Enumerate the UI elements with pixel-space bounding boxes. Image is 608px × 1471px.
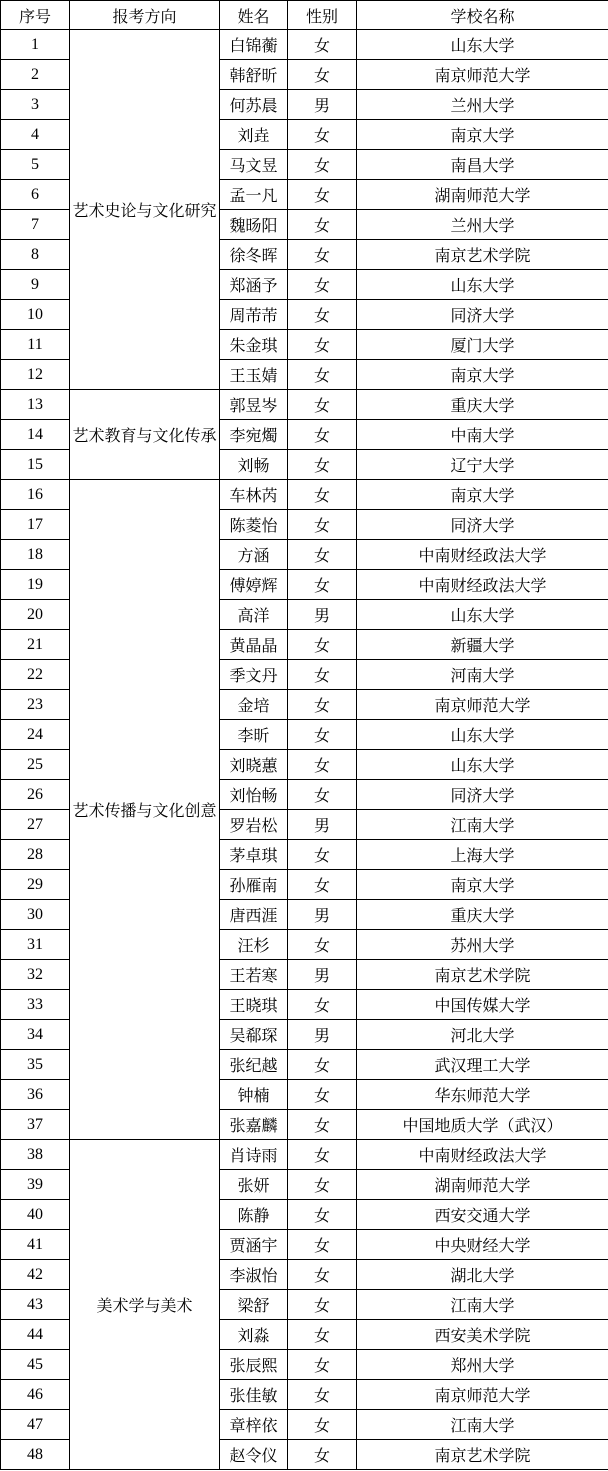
gender-cell: 女 [288, 1320, 357, 1350]
name-cell: 王晓琪 [220, 990, 288, 1020]
serial-cell: 13 [1, 390, 70, 420]
gender-cell: 男 [288, 960, 357, 990]
serial-cell: 22 [1, 660, 70, 690]
column-header-direction: 报考方向 [70, 1, 220, 30]
name-cell: 周芾芾 [220, 300, 288, 330]
school-cell: 武汉理工大学 [357, 1050, 608, 1080]
school-cell: 湖北大学 [357, 1260, 608, 1290]
school-cell: 兰州大学 [357, 210, 608, 240]
name-cell: 郑涵予 [220, 270, 288, 300]
direction-cell: 艺术史论与文化研究 [70, 30, 220, 390]
gender-cell: 女 [288, 840, 357, 870]
school-cell: 南京师范大学 [357, 1380, 608, 1410]
name-cell: 孟一凡 [220, 180, 288, 210]
name-cell: 王若寒 [220, 960, 288, 990]
gender-cell: 女 [288, 1440, 357, 1470]
name-cell: 郭昱岑 [220, 390, 288, 420]
gender-cell: 女 [288, 450, 357, 480]
school-cell: 山东大学 [357, 30, 608, 60]
serial-cell: 42 [1, 1260, 70, 1290]
serial-cell: 36 [1, 1080, 70, 1110]
school-cell: 南京师范大学 [357, 690, 608, 720]
name-cell: 高洋 [220, 600, 288, 630]
gender-cell: 女 [288, 1290, 357, 1320]
gender-cell: 女 [288, 660, 357, 690]
gender-cell: 女 [288, 1170, 357, 1200]
serial-cell: 35 [1, 1050, 70, 1080]
serial-cell: 8 [1, 240, 70, 270]
gender-cell: 女 [288, 1380, 357, 1410]
name-cell: 黄晶晶 [220, 630, 288, 660]
name-cell: 徐冬晖 [220, 240, 288, 270]
serial-cell: 46 [1, 1380, 70, 1410]
name-cell: 车林芮 [220, 480, 288, 510]
school-cell: 南昌大学 [357, 150, 608, 180]
name-cell: 张佳敏 [220, 1380, 288, 1410]
gender-cell: 女 [288, 1140, 357, 1170]
name-cell: 张纪越 [220, 1050, 288, 1080]
gender-cell: 女 [288, 630, 357, 660]
serial-cell: 1 [1, 30, 70, 60]
gender-cell: 女 [288, 930, 357, 960]
column-header-school: 学校名称 [357, 1, 608, 30]
school-cell: 中南大学 [357, 420, 608, 450]
name-cell: 金培 [220, 690, 288, 720]
school-cell: 中央财经大学 [357, 1230, 608, 1260]
gender-cell: 女 [288, 240, 357, 270]
name-cell: 贾涵宇 [220, 1230, 288, 1260]
gender-cell: 女 [288, 420, 357, 450]
school-cell: 中国传媒大学 [357, 990, 608, 1020]
school-cell: 山东大学 [357, 750, 608, 780]
column-header-name: 姓名 [220, 1, 288, 30]
serial-cell: 27 [1, 810, 70, 840]
serial-cell: 11 [1, 330, 70, 360]
name-cell: 王玉婧 [220, 360, 288, 390]
name-cell: 韩舒昕 [220, 60, 288, 90]
name-cell: 茅卓琪 [220, 840, 288, 870]
gender-cell: 女 [288, 480, 357, 510]
school-cell: 同济大学 [357, 300, 608, 330]
serial-cell: 45 [1, 1350, 70, 1380]
serial-cell: 34 [1, 1020, 70, 1050]
serial-cell: 12 [1, 360, 70, 390]
serial-cell: 28 [1, 840, 70, 870]
serial-cell: 43 [1, 1290, 70, 1320]
gender-cell: 女 [288, 1080, 357, 1110]
name-cell: 唐西涯 [220, 900, 288, 930]
serial-cell: 39 [1, 1170, 70, 1200]
name-cell: 季文丹 [220, 660, 288, 690]
school-cell: 南京大学 [357, 120, 608, 150]
serial-cell: 23 [1, 690, 70, 720]
column-header-gender: 性别 [288, 1, 357, 30]
school-cell: 同济大学 [357, 510, 608, 540]
serial-cell: 6 [1, 180, 70, 210]
school-cell: 江南大学 [357, 1410, 608, 1440]
serial-cell: 25 [1, 750, 70, 780]
serial-cell: 2 [1, 60, 70, 90]
school-cell: 南京师范大学 [357, 60, 608, 90]
gender-cell: 男 [288, 1020, 357, 1050]
name-cell: 陈静 [220, 1200, 288, 1230]
gender-cell: 女 [288, 210, 357, 240]
school-cell: 同济大学 [357, 780, 608, 810]
table-row [1, 390, 608, 420]
serial-cell: 3 [1, 90, 70, 120]
gender-cell: 女 [288, 570, 357, 600]
school-cell: 南京艺术学院 [357, 960, 608, 990]
gender-cell: 男 [288, 900, 357, 930]
gender-cell: 女 [288, 1350, 357, 1380]
name-cell: 刘怡畅 [220, 780, 288, 810]
name-cell: 罗岩松 [220, 810, 288, 840]
gender-cell: 女 [288, 870, 357, 900]
school-cell: 兰州大学 [357, 90, 608, 120]
school-cell: 辽宁大学 [357, 450, 608, 480]
serial-cell: 31 [1, 930, 70, 960]
school-cell: 湖南师范大学 [357, 1170, 608, 1200]
serial-cell: 18 [1, 540, 70, 570]
name-cell: 陈菱怡 [220, 510, 288, 540]
gender-cell: 女 [288, 1200, 357, 1230]
school-cell: 山东大学 [357, 270, 608, 300]
serial-cell: 30 [1, 900, 70, 930]
serial-cell: 17 [1, 510, 70, 540]
name-cell: 朱金琪 [220, 330, 288, 360]
gender-cell: 女 [288, 540, 357, 570]
school-cell: 南京艺术学院 [357, 1440, 608, 1470]
gender-cell: 女 [288, 750, 357, 780]
name-cell: 张辰熙 [220, 1350, 288, 1380]
serial-cell: 37 [1, 1110, 70, 1140]
name-cell: 肖诗雨 [220, 1140, 288, 1170]
name-cell: 李宛燭 [220, 420, 288, 450]
school-cell: 新疆大学 [357, 630, 608, 660]
serial-cell: 44 [1, 1320, 70, 1350]
gender-cell: 男 [288, 600, 357, 630]
gender-cell: 女 [288, 720, 357, 750]
name-cell: 赵令仪 [220, 1440, 288, 1470]
school-cell: 中南财经政法大学 [357, 570, 608, 600]
serial-cell: 5 [1, 150, 70, 180]
name-cell: 张妍 [220, 1170, 288, 1200]
name-cell: 傅婷辉 [220, 570, 288, 600]
gender-cell: 女 [288, 120, 357, 150]
gender-cell: 男 [288, 810, 357, 840]
gender-cell: 女 [288, 180, 357, 210]
name-cell: 梁舒 [220, 1290, 288, 1320]
school-cell: 厦门大学 [357, 330, 608, 360]
school-cell: 中南财经政法大学 [357, 1140, 608, 1170]
gender-cell: 女 [288, 1410, 357, 1440]
serial-cell: 48 [1, 1440, 70, 1470]
name-cell: 章梓依 [220, 1410, 288, 1440]
serial-cell: 33 [1, 990, 70, 1020]
name-cell: 何苏晨 [220, 90, 288, 120]
serial-cell: 10 [1, 300, 70, 330]
school-cell: 重庆大学 [357, 900, 608, 930]
gender-cell: 女 [288, 990, 357, 1020]
school-cell: 苏州大学 [357, 930, 608, 960]
serial-cell: 24 [1, 720, 70, 750]
gender-cell: 女 [288, 360, 357, 390]
name-cell: 孙雁南 [220, 870, 288, 900]
name-cell: 方涵 [220, 540, 288, 570]
school-cell: 山东大学 [357, 600, 608, 630]
table-body [1, 30, 608, 1470]
serial-cell: 9 [1, 270, 70, 300]
gender-cell: 女 [288, 390, 357, 420]
serial-cell: 4 [1, 120, 70, 150]
school-cell: 重庆大学 [357, 390, 608, 420]
serial-cell: 40 [1, 1200, 70, 1230]
serial-cell: 19 [1, 570, 70, 600]
serial-cell: 26 [1, 780, 70, 810]
gender-cell: 女 [288, 150, 357, 180]
gender-cell: 女 [288, 780, 357, 810]
school-cell: 郑州大学 [357, 1350, 608, 1380]
school-cell: 南京艺术学院 [357, 240, 608, 270]
gender-cell: 女 [288, 30, 357, 60]
name-cell: 吴郗琛 [220, 1020, 288, 1050]
serial-cell: 15 [1, 450, 70, 480]
name-cell: 刘淼 [220, 1320, 288, 1350]
name-cell: 魏旸阳 [220, 210, 288, 240]
serial-cell: 21 [1, 630, 70, 660]
gender-cell: 女 [288, 1260, 357, 1290]
column-header-serial: 序号 [1, 1, 70, 30]
serial-cell: 20 [1, 600, 70, 630]
school-cell: 西安交通大学 [357, 1200, 608, 1230]
name-cell: 刘晓蕙 [220, 750, 288, 780]
school-cell: 河南大学 [357, 660, 608, 690]
school-cell: 南京大学 [357, 870, 608, 900]
school-cell: 南京大学 [357, 360, 608, 390]
serial-cell: 16 [1, 480, 70, 510]
gender-cell: 女 [288, 270, 357, 300]
gender-cell: 女 [288, 1230, 357, 1260]
gender-cell: 女 [288, 510, 357, 540]
school-cell: 上海大学 [357, 840, 608, 870]
school-cell: 中国地质大学（武汉） [357, 1110, 608, 1140]
gender-cell: 女 [288, 1050, 357, 1080]
name-cell: 李昕 [220, 720, 288, 750]
name-cell: 白锦蘅 [220, 30, 288, 60]
name-cell: 钟楠 [220, 1080, 288, 1110]
serial-cell: 32 [1, 960, 70, 990]
serial-cell: 41 [1, 1230, 70, 1260]
table-row [1, 1140, 608, 1170]
serial-cell: 29 [1, 870, 70, 900]
serial-cell: 7 [1, 210, 70, 240]
direction-cell: 美术学与美术 [70, 1140, 220, 1470]
gender-cell: 女 [288, 690, 357, 720]
table-row [1, 30, 608, 60]
serial-cell: 14 [1, 420, 70, 450]
school-cell: 山东大学 [357, 720, 608, 750]
name-cell: 李淑怡 [220, 1260, 288, 1290]
table-header [1, 1, 608, 30]
serial-cell: 38 [1, 1140, 70, 1170]
school-cell: 西安美术学院 [357, 1320, 608, 1350]
gender-cell: 女 [288, 60, 357, 90]
school-cell: 江南大学 [357, 810, 608, 840]
table-row [1, 480, 608, 510]
gender-cell: 女 [288, 330, 357, 360]
school-cell: 南京大学 [357, 480, 608, 510]
direction-cell: 艺术传播与文化创意 [70, 480, 220, 1140]
school-cell: 华东师范大学 [357, 1080, 608, 1110]
direction-cell: 艺术教育与文化传承 [70, 390, 220, 480]
gender-cell: 女 [288, 1110, 357, 1140]
gender-cell: 女 [288, 300, 357, 330]
name-cell: 张嘉麟 [220, 1110, 288, 1140]
name-cell: 刘垚 [220, 120, 288, 150]
school-cell: 江南大学 [357, 1290, 608, 1320]
name-cell: 汪杉 [220, 930, 288, 960]
serial-cell: 47 [1, 1410, 70, 1440]
school-cell: 湖南师范大学 [357, 180, 608, 210]
name-cell: 马文昱 [220, 150, 288, 180]
school-cell: 中南财经政法大学 [357, 540, 608, 570]
gender-cell: 男 [288, 90, 357, 120]
school-cell: 河北大学 [357, 1020, 608, 1050]
name-cell: 刘畅 [220, 450, 288, 480]
header-row [1, 1, 608, 30]
